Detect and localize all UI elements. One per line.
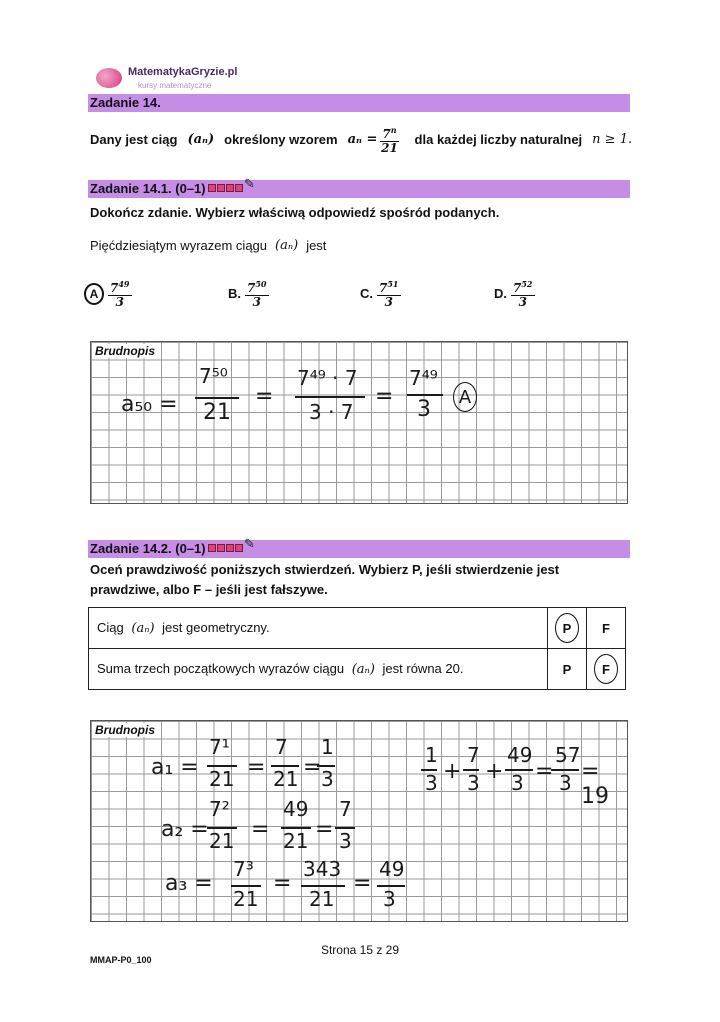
hw-a2-f3-den: 3 — [339, 829, 352, 853]
hw-a3-f1-den: 21 — [233, 887, 259, 911]
hw-eq: = — [303, 755, 322, 780]
hw-sum-t1-den: 3 — [425, 771, 438, 795]
hw-a50-lhs: a₅₀ = — [121, 392, 178, 417]
instruction-line-2: prawdziwe, albo F – jeśli jest fałszywe. — [90, 582, 328, 597]
hw-sum-final: = 19 — [581, 759, 609, 809]
statement-1: Ciąg (aₙ) jest geometryczny. — [89, 608, 548, 649]
option-a[interactable] — [84, 278, 132, 309]
hw-eq3: = — [375, 384, 394, 409]
formula-num-base: 7 — [382, 127, 391, 141]
task14-2-title: Zadanie 14.2. (0–1) — [90, 541, 206, 556]
hw-a2-f2-den: 21 — [283, 829, 309, 853]
checkbox-group-icon — [208, 184, 243, 193]
logo — [96, 64, 276, 94]
hw-sum-res-den: 3 — [559, 771, 572, 795]
formula-den: 21 — [381, 141, 398, 155]
table-row — [89, 649, 626, 690]
formula-fraction — [380, 124, 398, 155]
hw-f1-den: 21 — [203, 400, 231, 425]
option-c-letter: C. — [360, 286, 373, 301]
formula-num-exp: n — [390, 125, 397, 135]
formula-lhs: aₙ = — [347, 132, 378, 147]
checkbox-group-icon — [208, 544, 243, 553]
hw-f1-num: 7⁵⁰ — [199, 364, 228, 388]
hw-a1-f2-den: 21 — [273, 767, 299, 791]
hw-eq: = — [247, 755, 266, 780]
hw-sum-t2-num: 7 — [467, 743, 480, 767]
scratchpad-2-label: Brudnopis — [95, 723, 159, 737]
hw-f2-line — [295, 396, 365, 398]
option-d-letter: D. — [494, 286, 507, 301]
option-d-fraction: $\frac{7^{52}}{3}$ — [513, 279, 533, 309]
question-seq: (aₙ) — [275, 238, 299, 253]
task14-seq: (aₙ) — [187, 132, 215, 147]
task14-formula — [348, 124, 399, 155]
hw-sum-t3-num: 49 — [507, 743, 533, 767]
statement-2: Suma trzech początkowych wyrazów ciągu (aₙ) jest równa 20. — [89, 649, 548, 690]
table-row — [89, 608, 626, 649]
task14-statement — [90, 124, 632, 155]
hw-f3-den: 3 — [417, 397, 431, 422]
hw-a2-f1-num: 7² — [209, 797, 230, 821]
hw-a1-f3-num: 1 — [321, 735, 334, 759]
hw-a3-f1-num: 7³ — [233, 857, 254, 881]
hw-a1-f3-den: 3 — [321, 767, 334, 791]
pencil-icon: ✎ — [244, 536, 255, 551]
hw-a3-f2-num: 343 — [303, 857, 342, 881]
question-after: jest — [306, 238, 327, 253]
option-a-fraction: $\frac{7^{49}}{3}$ — [110, 279, 130, 309]
scratchpad-1-label: Brudnopis — [95, 344, 159, 358]
instruction-line-1: Oceń prawdziwość poniższych stwierdzeń. Wybierz P, jeśli stwierdzenie jest — [90, 562, 560, 577]
option-c-fraction: $\frac{7^{51}}{3}$ — [379, 279, 399, 309]
hw-f1-line — [195, 397, 239, 399]
statement-1-f[interactable]: F — [587, 608, 626, 649]
hw-a1-f1-den: 21 — [209, 767, 235, 791]
true-false-table — [88, 607, 626, 690]
hw-a2-f1-den: 21 — [209, 829, 235, 853]
task14-1-instruction: Dokończ zdanie. Wybierz właściwą odpowiedź spośród podanych. — [90, 205, 500, 220]
statement-2-f[interactable]: F — [587, 649, 626, 690]
hw-eq2: = — [255, 384, 274, 409]
statement-2-p[interactable]: P — [548, 649, 587, 690]
hw-a3-f2-den: 21 — [309, 887, 335, 911]
hw-a3-f3-den: 3 — [383, 887, 396, 911]
hw-a1-f2-num: 7 — [275, 735, 288, 759]
hw-sum-res-num: 57 — [555, 743, 581, 767]
option-a-selected-circle: A — [84, 283, 104, 305]
task14-text-mid: określony wzorem — [224, 132, 338, 147]
scratchpad-1[interactable] — [90, 341, 628, 504]
task14-2-header-bar — [88, 536, 630, 558]
task14-condition: n ≥ 1. — [592, 132, 633, 147]
statement-1-p[interactable]: P — [548, 608, 587, 649]
hw-plus-1: + — [443, 759, 462, 784]
task14-2-instruction — [90, 560, 559, 600]
hw-a3-f3-num: 49 — [379, 857, 405, 881]
brain-logo-icon — [96, 68, 122, 88]
hw-eq: = — [273, 871, 292, 896]
hw-f2-den: 3 · 7 — [309, 400, 354, 424]
hw-eq: = — [353, 871, 372, 896]
hw-sum-t2-den: 3 — [467, 771, 480, 795]
page-number: Strona 15 z 29 — [320, 943, 400, 957]
hw-answer-circle: A — [453, 382, 477, 412]
pencil-icon: ✎ — [244, 176, 255, 191]
task14-text-after: dla każdej liczby naturalnej — [414, 132, 583, 147]
task14-text-before: Dany jest ciąg — [90, 132, 178, 147]
option-c[interactable] — [360, 278, 401, 309]
hw-f2-num: 7⁴⁹ · 7 — [297, 366, 358, 390]
hw-a1-lhs: a₁ = — [151, 755, 199, 780]
hw-a3-lhs: a₃ = — [165, 871, 213, 896]
scratchpad-2[interactable] — [90, 720, 628, 922]
task14-1-title: Zadanie 14.1. (0–1) — [90, 181, 206, 196]
hw-sum-t3-den: 3 — [511, 771, 524, 795]
hw-a1-f1-num: 7¹ — [209, 735, 230, 759]
logo-name: MatematykaGryzie.pl — [128, 66, 238, 78]
hw-eq: = — [251, 817, 270, 842]
hw-sum-eq: = — [535, 759, 554, 784]
document-code: MMAP-P0_100 — [90, 955, 152, 965]
task14-header-bar — [88, 94, 630, 112]
option-d[interactable] — [494, 278, 535, 309]
hw-f3-num: 7⁴⁹ — [409, 366, 438, 390]
hw-a2-lhs: a₂ = — [161, 817, 209, 842]
hw-f3-line — [407, 394, 443, 396]
option-b[interactable] — [228, 278, 269, 309]
hw-a2-f3-num: 7 — [339, 797, 352, 821]
option-b-fraction: $\frac{7^{50}}{3}$ — [247, 279, 267, 309]
task14-1-header-bar — [88, 176, 630, 198]
hw-plus-2: + — [485, 759, 504, 784]
hw-a2-f2-num: 49 — [283, 797, 309, 821]
logo-subtitle: kursy matematyczne — [138, 81, 212, 90]
task14-1-question — [90, 238, 326, 253]
task14-title: Zadanie 14. — [90, 95, 161, 110]
question-before: Pięćdziesiątym wyrazem ciągu — [90, 238, 268, 253]
hw-sum-t1-num: 1 — [425, 743, 438, 767]
hw-eq: = — [315, 817, 334, 842]
option-b-letter: B. — [228, 286, 241, 301]
